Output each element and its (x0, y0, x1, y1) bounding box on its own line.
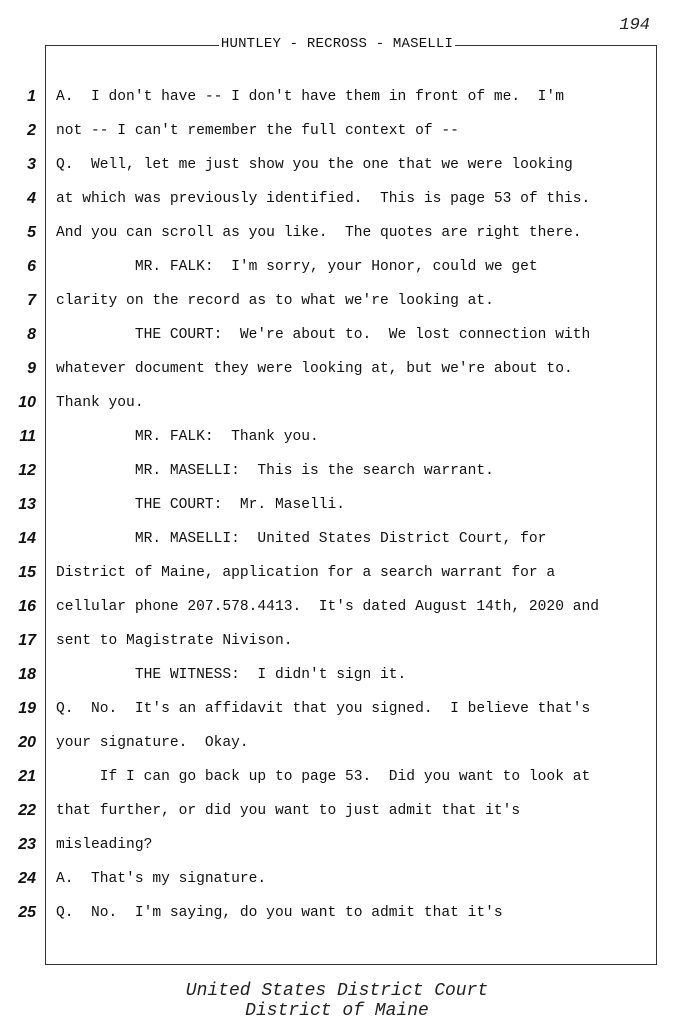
transcript-line: sent to Magistrate Nivison. (56, 633, 293, 649)
line-number: 8 (27, 326, 36, 343)
transcript-line: District of Maine, application for a search warrant for a (56, 565, 556, 581)
footer-court-name: United States District Court (185, 981, 489, 1001)
page-header (0, 36, 674, 52)
transcript-line: MR. MASELLI: United States District Court, for (56, 531, 547, 547)
transcript-line: at which was previously identified. This is page 53 of this. (56, 191, 591, 207)
line-number: 15 (18, 564, 36, 581)
line-number: 17 (18, 632, 36, 649)
transcript-line: THE COURT: Mr. Maselli. (56, 497, 346, 513)
line-number: 18 (18, 666, 36, 683)
transcript-line: Q. Well, let me just show you the one that we were looking (56, 157, 573, 173)
transcript-line: A. That's my signature. (56, 871, 267, 887)
transcript-line: that further, or did you want to just admit that it's (56, 803, 521, 819)
line-number: 25 (18, 904, 36, 921)
transcript-line: And you can scroll as you like. The quotes are right there. (56, 225, 582, 241)
transcript-line: whatever document they were looking at, but we're about to. (56, 361, 573, 377)
transcript-line: Q. No. I'm saying, do you want to admit that it's (56, 905, 503, 921)
page-footer (0, 981, 674, 1021)
line-number: 10 (18, 394, 36, 411)
transcript-line: If I can go back up to page 53. Did you want to look at (56, 769, 591, 785)
transcript-line: Q. No. It's an affidavit that you signed. I believe that's (56, 701, 591, 717)
line-number: 4 (27, 190, 36, 207)
page-number: 194 (619, 16, 650, 35)
footer-district: District of Maine (245, 1001, 429, 1021)
line-number: 19 (18, 700, 36, 717)
line-number: 3 (27, 156, 36, 173)
line-number: 7 (27, 292, 36, 309)
line-number: 23 (18, 836, 36, 853)
line-number: 16 (18, 598, 36, 615)
line-number: 11 (19, 428, 36, 445)
line-number: 1 (27, 88, 36, 105)
line-number: 9 (27, 360, 36, 377)
transcript-line: MR. MASELLI: This is the search warrant. (56, 463, 494, 479)
line-number: 6 (27, 258, 36, 275)
transcript-line: MR. FALK: I'm sorry, your Honor, could we get (56, 259, 538, 275)
transcript-line: THE WITNESS: I didn't sign it. (56, 667, 407, 683)
line-number: 12 (18, 462, 36, 479)
transcript-line: not -- I can't remember the full context of -- (56, 123, 459, 139)
transcript-line: cellular phone 207.578.4413. It's dated August 14th, 2020 and (56, 599, 599, 615)
line-number: 5 (27, 224, 36, 241)
line-number: 2 (27, 122, 36, 139)
transcript-line: MR. FALK: Thank you. (56, 429, 319, 445)
line-number: 14 (18, 530, 36, 547)
transcript-line: Thank you. (56, 395, 144, 411)
transcript-line: misleading? (56, 837, 153, 853)
transcript-line: your signature. Okay. (56, 735, 249, 751)
line-number: 21 (18, 768, 36, 785)
transcript-line: THE COURT: We're about to. We lost connection with (56, 327, 591, 343)
transcript-line: A. I don't have -- I don't have them in front of me. I'm (56, 89, 564, 105)
line-number: 24 (18, 870, 36, 887)
line-number: 13 (18, 496, 36, 513)
transcript-line: clarity on the record as to what we're looking at. (56, 293, 494, 309)
header-title: HUNTLEY - RECROSS - MASELLI (220, 36, 454, 52)
line-number: 22 (18, 802, 36, 819)
line-number: 20 (18, 734, 36, 751)
